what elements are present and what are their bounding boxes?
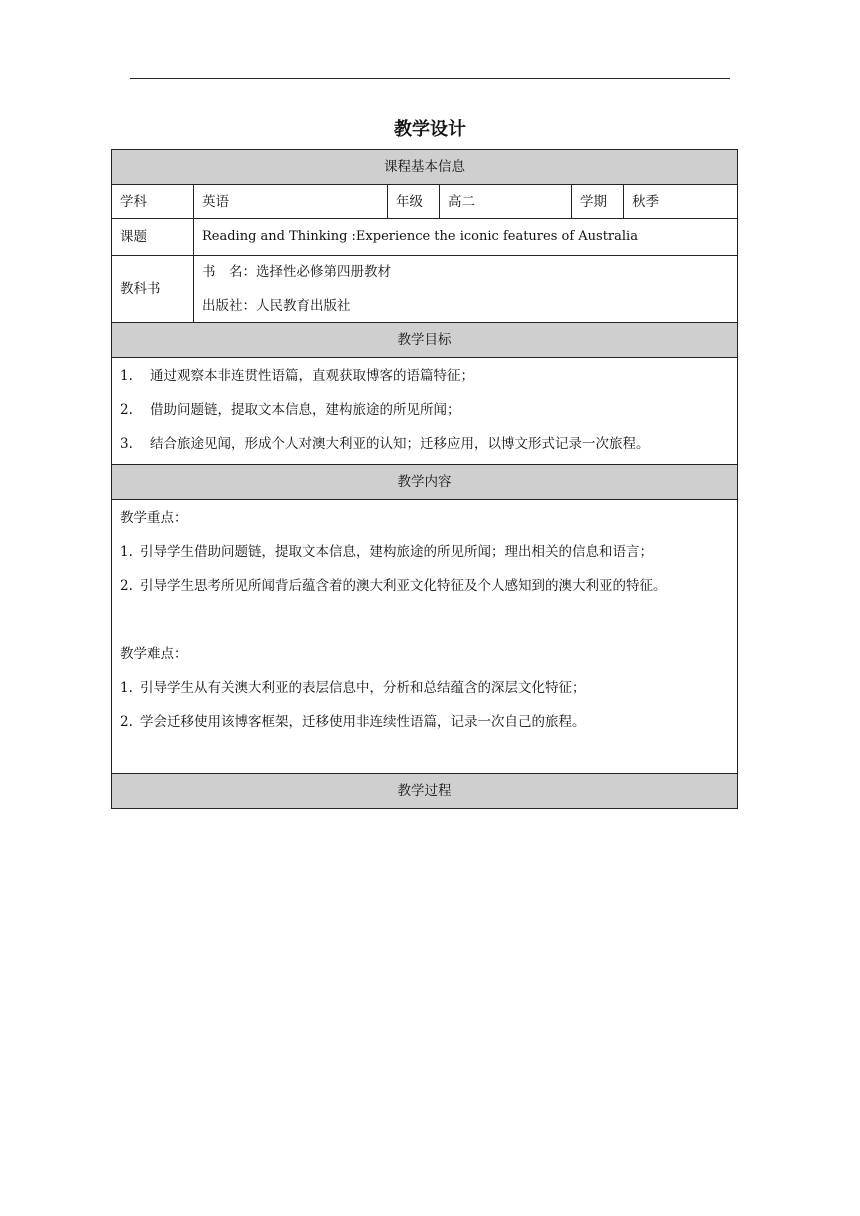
- objectives-list: [112, 358, 738, 465]
- document-title: 教学设计: [394, 119, 466, 140]
- lesson-plan-table: [111, 149, 738, 809]
- objectives-row: [112, 358, 738, 465]
- topic-value: Reading and Thinking :Experience the iconic features of Australia: [194, 219, 738, 256]
- term-value: 秋季: [624, 185, 738, 219]
- spacer: [120, 739, 729, 763]
- content-row: [112, 500, 738, 774]
- objectives-section-title: 教学目标: [112, 323, 738, 358]
- grade-label: 年级: [388, 185, 440, 219]
- textbook-row: [112, 256, 738, 323]
- subject-value: 英语: [194, 185, 388, 219]
- key-point-item: 1. 引导学生借助问题链，提取文本信息，建构旅途的所见所闻；理出相关的信息和语言；: [120, 544, 653, 560]
- content-section-title: 教学内容: [112, 465, 738, 500]
- objective-item: 3. 结合旅途见闻，形成个人对澳大利亚的认知；迁移应用，以博文形式记录一次旅程。: [120, 436, 650, 452]
- header-rule: [130, 78, 730, 79]
- publisher-line: 出版社：人民教育出版社: [202, 298, 351, 314]
- book-name-line: 书 名：选择性必修第四册教材: [202, 264, 391, 280]
- basic-info-header-row: [112, 150, 738, 185]
- textbook-details: [194, 256, 738, 323]
- basic-info-section-title: 课程基本信息: [112, 150, 738, 185]
- topic-label: 课题: [112, 219, 194, 256]
- process-header-row: [112, 774, 738, 809]
- subject-label: 学科: [112, 185, 194, 219]
- key-points-title: 教学重点：: [120, 510, 188, 526]
- difficulty-item: 1. 引导学生从有关澳大利亚的表层信息中，分析和总结蕴含的深层文化特征；: [120, 680, 586, 696]
- process-section-title: 教学过程: [112, 774, 738, 809]
- difficulties-title: 教学难点：: [120, 646, 188, 662]
- subject-row: [112, 185, 738, 219]
- key-point-item: 2. 引导学生思考所见所闻背后蕴含着的澳大利亚文化特征及个人感知到的澳大利亚的特征。: [120, 578, 667, 594]
- objective-item: 1. 通过观察本非连贯性语篇，直观获取博客的语篇特征；: [120, 368, 474, 384]
- term-label: 学期: [572, 185, 624, 219]
- content-header-row: [112, 465, 738, 500]
- topic-row: [112, 219, 738, 256]
- difficulty-item: 2. 学会迁移使用该博客框架，迁移使用非连续性语篇，记录一次自己的旅程。: [120, 714, 586, 730]
- textbook-label: 教科书: [112, 256, 194, 323]
- objectives-header-row: [112, 323, 738, 358]
- grade-value: 高二: [440, 185, 572, 219]
- content-body: [112, 500, 738, 774]
- objective-item: 2. 借助问题链，提取文本信息，建构旅途的所见所闻；: [120, 402, 461, 418]
- spacer: [120, 603, 729, 637]
